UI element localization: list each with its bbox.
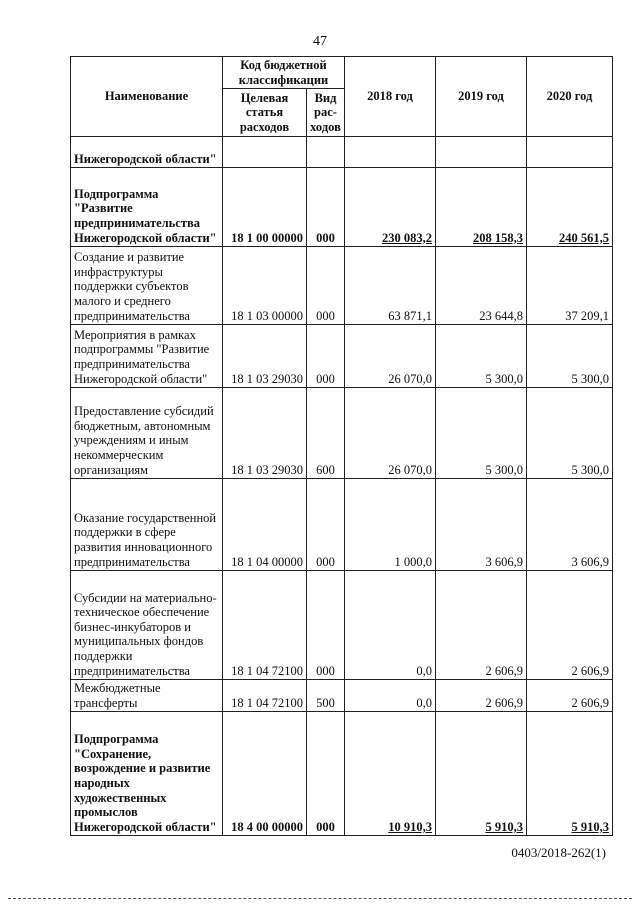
table-row	[71, 168, 613, 247]
table-row	[71, 571, 613, 680]
page-number: 47	[313, 34, 327, 49]
row-name: Оказание государственной поддержки в сфере развития инновационного предпринимательства	[71, 479, 223, 571]
row-value-2020	[527, 137, 613, 168]
row-value-2020: 37 209,1	[527, 247, 613, 325]
table-row	[71, 388, 613, 479]
table-row	[71, 247, 613, 325]
row-value-2018: 63 871,1	[345, 247, 436, 325]
row-value-2019: 5 910,3	[436, 712, 527, 836]
header-code-group: Код бюджетной классификации	[223, 57, 345, 89]
header-2019: 2019 год	[436, 57, 527, 137]
row-value-2019: 5 300,0	[436, 325, 527, 388]
row-value-2018: 230 083,2	[345, 168, 436, 247]
row-name: Предоставление субсидий бюджетным, автономным учреждениям и иным некоммерческим организациям	[71, 388, 223, 479]
header-target: Целевая статья расходов	[223, 89, 307, 137]
header-expense-type: Вид рас-ходов	[307, 89, 345, 137]
row-value-2019	[436, 137, 527, 168]
table-row	[71, 479, 613, 571]
row-value-2019: 23 644,8	[436, 247, 527, 325]
row-target-code: 18 1 04 72100	[223, 571, 307, 680]
row-value-2019: 2 606,9	[436, 680, 527, 712]
row-expense-type	[307, 137, 345, 168]
row-value-2019: 3 606,9	[436, 479, 527, 571]
row-value-2018: 26 070,0	[345, 325, 436, 388]
row-value-2019: 2 606,9	[436, 571, 527, 680]
row-target-code: 18 1 04 72100	[223, 680, 307, 712]
row-expense-type: 000	[307, 325, 345, 388]
row-value-2020: 5 300,0	[527, 325, 613, 388]
row-value-2018: 26 070,0	[345, 388, 436, 479]
header-name: Наименование	[71, 57, 223, 137]
row-target-code: 18 1 03 00000	[223, 247, 307, 325]
row-expense-type: 000	[307, 168, 345, 247]
row-name: Создание и развитие инфраструктуры поддержки субъектов малого и среднего предпринимательства	[71, 247, 223, 325]
row-value-2019: 208 158,3	[436, 168, 527, 247]
document-code: 0403/2018-262(1)	[511, 845, 606, 860]
row-expense-type: 000	[307, 571, 345, 680]
row-value-2019: 5 300,0	[436, 388, 527, 479]
table-row	[71, 325, 613, 388]
row-value-2020: 3 606,9	[527, 479, 613, 571]
row-value-2018: 10 910,3	[345, 712, 436, 836]
row-name: Субсидии на материально-техническое обеспечение бизнес-инкубаторов и муниципальных фондов поддержки предпринимательства	[71, 571, 223, 680]
table-row	[71, 137, 613, 168]
table-row	[71, 712, 613, 836]
row-expense-type: 000	[307, 712, 345, 836]
row-expense-type: 500	[307, 680, 345, 712]
bottom-dashed-divider	[8, 898, 632, 899]
row-value-2020: 240 561,5	[527, 168, 613, 247]
row-value-2018: 1 000,0	[345, 479, 436, 571]
row-value-2018: 0,0	[345, 680, 436, 712]
row-name: Подпрограмма "Развитие предпринимательства Нижегородской области"	[71, 168, 223, 247]
row-value-2020: 2 606,9	[527, 571, 613, 680]
row-target-code: 18 1 03 29030	[223, 388, 307, 479]
row-name: Межбюджетные трансферты	[71, 680, 223, 712]
header-2018: 2018 год	[345, 57, 436, 137]
row-target-code: 18 1 00 00000	[223, 168, 307, 247]
row-target-code: 18 1 04 00000	[223, 479, 307, 571]
header-2020: 2020 год	[527, 57, 613, 137]
row-name: Подпрограмма "Сохранение, возрождение и развитие народных художественных промыслов Нижегородской области"	[71, 712, 223, 836]
row-value-2020: 2 606,9	[527, 680, 613, 712]
row-target-code: 18 1 03 29030	[223, 325, 307, 388]
row-name: Нижегородской области"	[71, 137, 223, 168]
table-row	[71, 680, 613, 712]
row-name: Мероприятия в рамках подпрограммы "Развитие предпринимательства Нижегородской области"	[71, 325, 223, 388]
row-target-code: 18 4 00 00000	[223, 712, 307, 836]
row-value-2020: 5 300,0	[527, 388, 613, 479]
row-value-2020: 5 910,3	[527, 712, 613, 836]
row-target-code	[223, 137, 307, 168]
row-value-2018	[345, 137, 436, 168]
row-expense-type: 000	[307, 479, 345, 571]
row-value-2018: 0,0	[345, 571, 436, 680]
budget-table	[70, 56, 613, 836]
row-expense-type: 600	[307, 388, 345, 479]
row-expense-type: 000	[307, 247, 345, 325]
